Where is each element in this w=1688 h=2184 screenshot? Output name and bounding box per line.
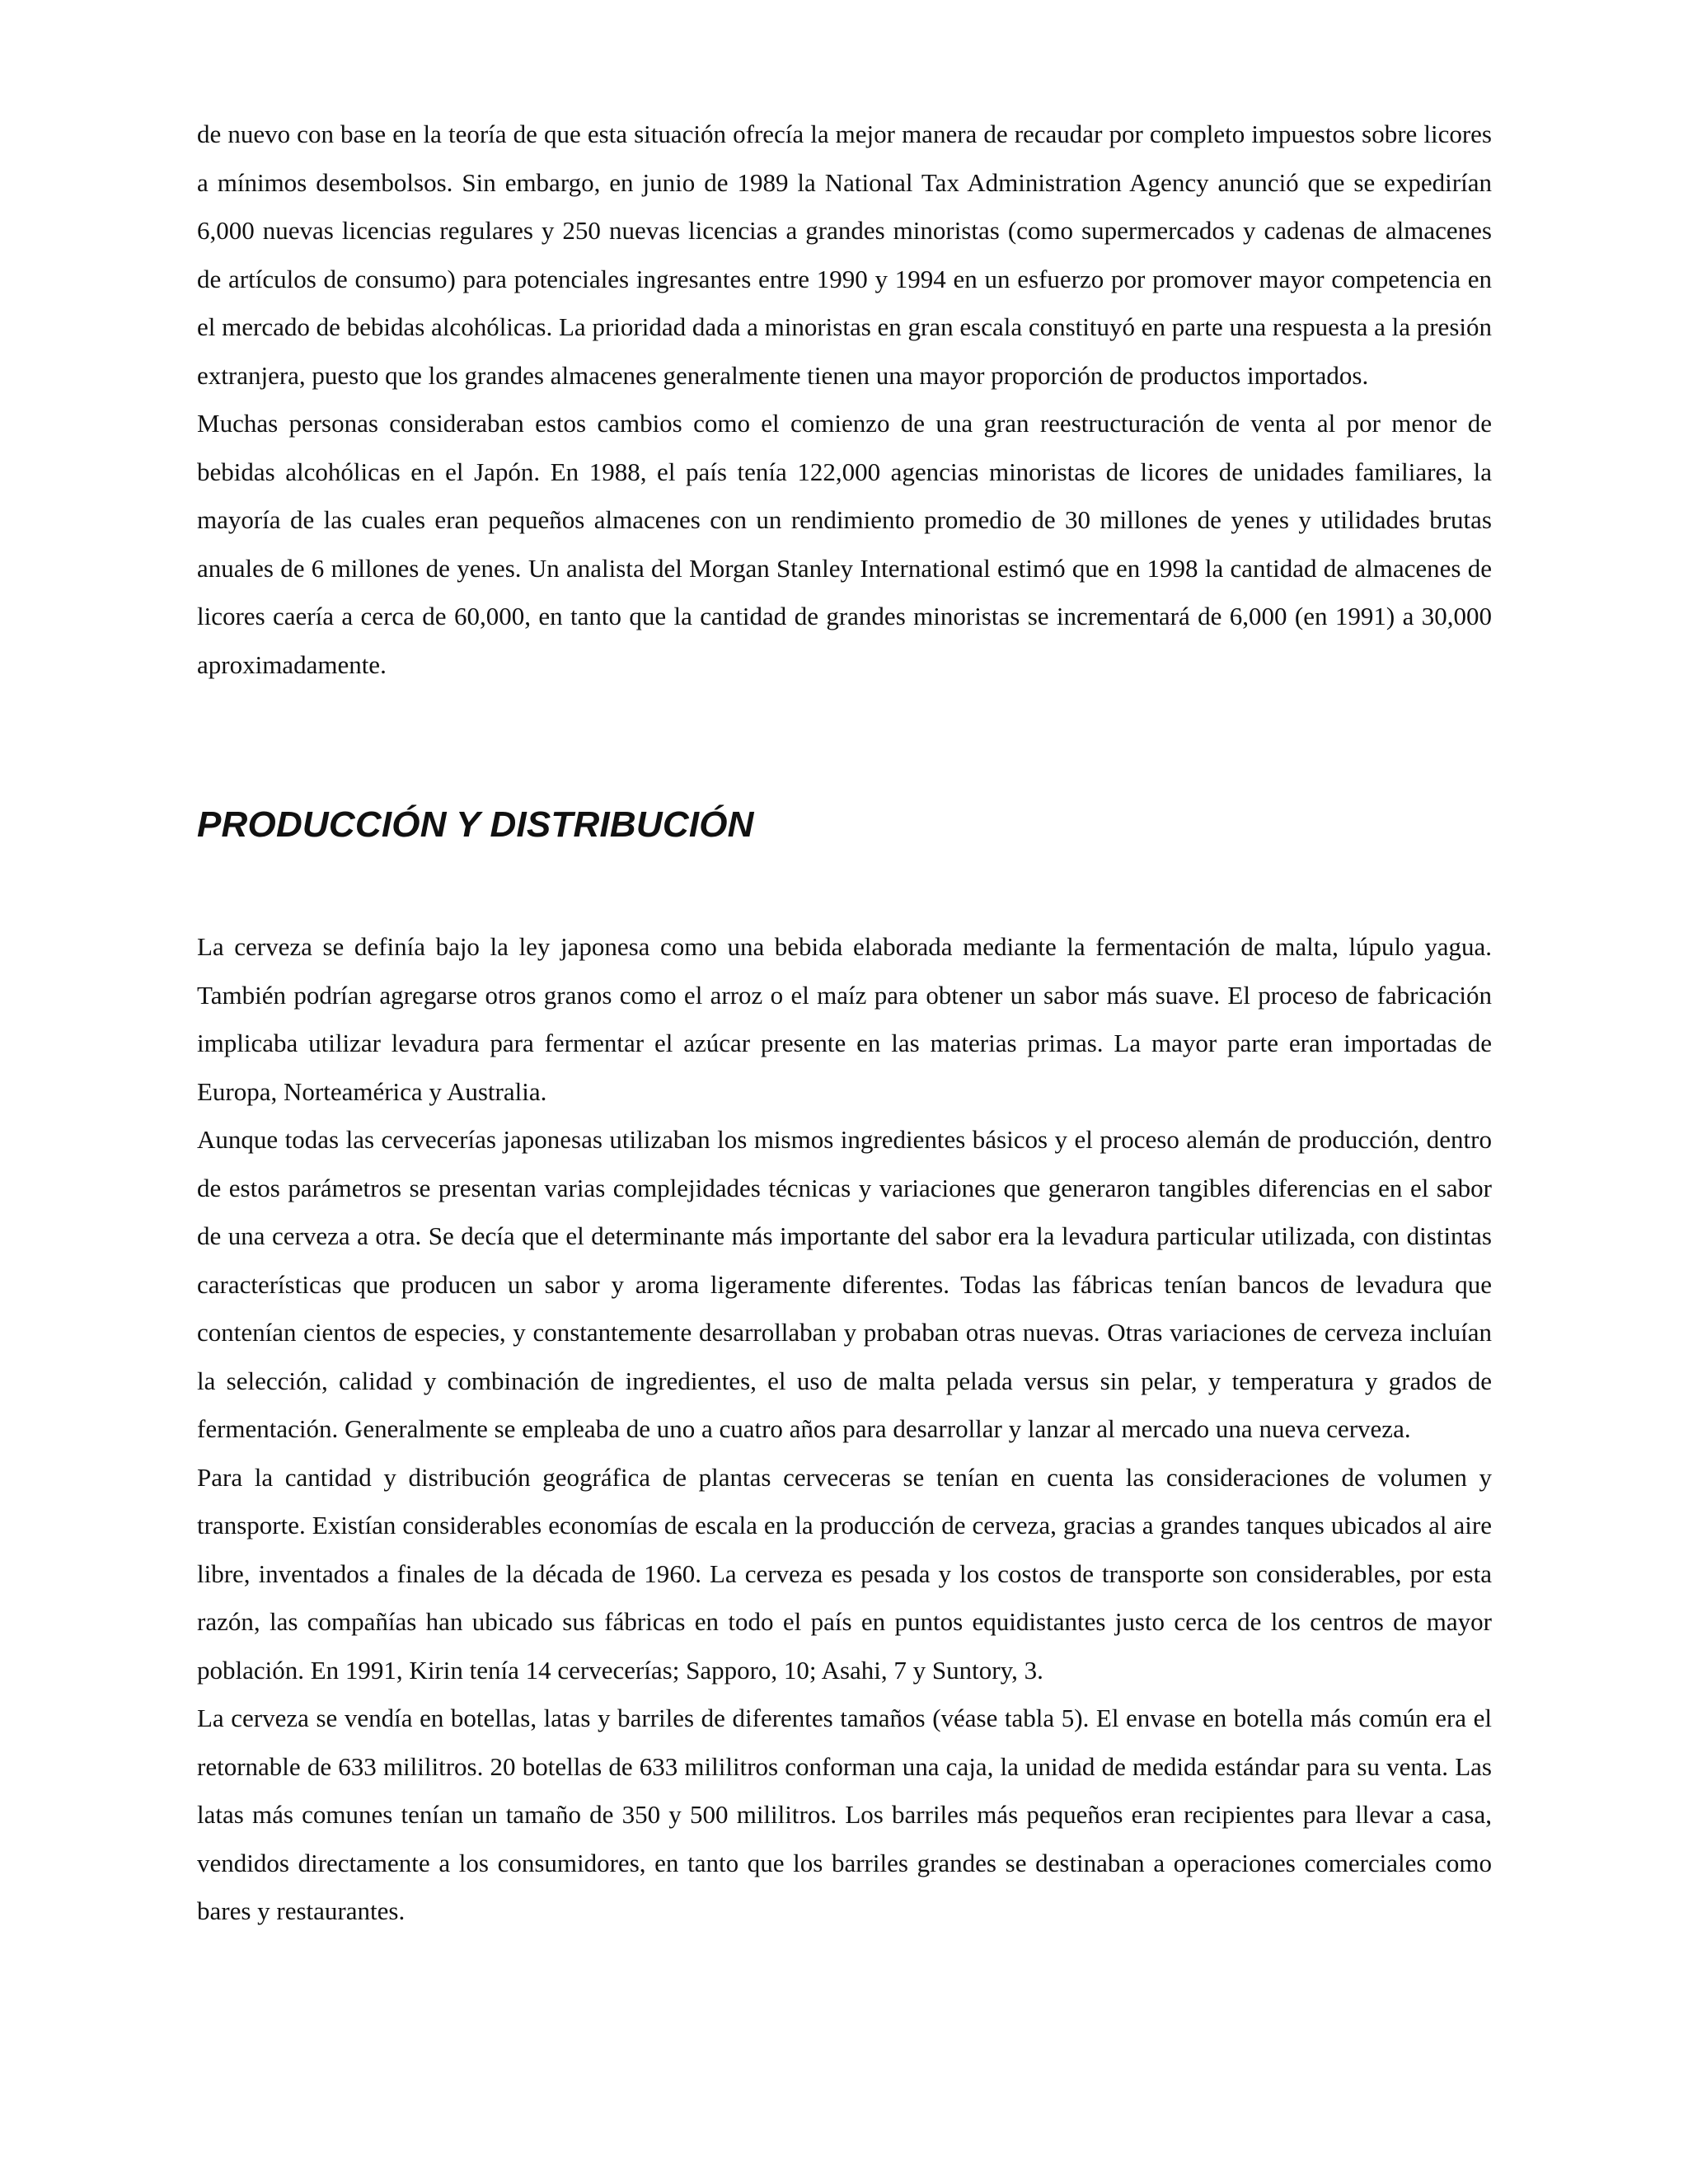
paragraph: Aunque todas las cervecerías japonesas utilizaban los mismos ingredientes básicos y el proceso alemán de producción, dentro de estos parámetros se presentan varias complejidades técnicas y variaciones que generaron tangibles diferencias en el sabor de una cerveza a otra. Se decía que el determinante más importante del sabor era la levadura particular utilizada, con distintas características que producen un sabor y aroma ligeramente diferentes. Todas las fábricas tenían bancos de levadura que contenían cientos de especies, y constantemente desarrollaban y probaban otras nuevas. Otras variaciones de cerveza incluían la selección, calidad y combinación de ingredientes, el uso de malta pelada versus sin pelar, y temperatura y grados de fermentación. Generalmente se empleaba de uno a cuatro años para desarrollar y lanzar al mercado una nueva cerveza. bbox=[197, 1125, 1492, 1443]
paragraph: Para la cantidad y distribución geográfica de plantas cerveceras se tenían en cuenta las consideraciones de volumen y transporte. Existían considerables economías de escala en la producción de cerveza, gracias a grandes tanques ubicados al aire libre, inventados a finales de la década de 1960. La cerveza es pesada y los costos de transporte son considerables, por esta razón, las compañías han ubicado sus fábricas en todo el país en puntos equidistantes justo cerca de los centros de mayor población. En 1991, Kirin tenía 14 cervecerías; Sapporo, 10; Asahi, 7 y Suntory, 3. bbox=[197, 1462, 1492, 1685]
paragraph: La cerveza se vendía en botellas, latas y barriles de diferentes tamaños (véase tabla 5). El envase en botella más común era el retornable de 633 mililitros. 20 botellas de 633 mililitros conforman una caja, la unidad de medida estándar para su venta. Las latas más comunes tenían un tamaño de 350 y 500 mililitros. Los barriles más pequeños eran recipientes para llevar a casa, vendidos directamente a los consumidores, en tanto que los barriles grandes se destinaban a operaciones comerciales como bares y restaurantes. bbox=[197, 1704, 1492, 1925]
body-text-after-heading bbox=[197, 923, 1492, 1936]
paragraph: Muchas personas consideraban estos cambios como el comienzo de una gran reestructuración de venta al por menor de bebidas alcohólicas en el Japón. En 1988, el país tenía 122,000 agencias minoristas de licores de unidades familiares, la mayoría de las cuales eran pequeños almacenes con un rendimiento promedio de 30 millones de yenes y utilidades brutas anuales de 6 millones de yenes. Un analista del Morgan Stanley International estimó que en 1998 la cantidad de almacenes de licores caería a cerca de 60,000, en tanto que la cantidad de grandes minoristas se incrementará de 6,000 (en 1991) a 30,000 aproximadamente. bbox=[197, 409, 1492, 679]
paragraph: de nuevo con base en la teoría de que esta situación ofrecía la mejor manera de recaudar por completo impuestos sobre licores a mínimos desembolsos. Sin embargo, en junio de 1989 la National Tax Administration Agency anunció que se expedirían 6,000 nuevas licencias regulares y 250 nuevas licencias a grandes minoristas (como supermercados y cadenas de almacenes de artículos de consumo) para potenciales ingresantes entre 1990 y 1994 en un esfuerzo por promover mayor competencia en el mercado de bebidas alcohólicas. La prioridad dada a minoristas en gran escala constituyó en parte una respuesta a la presión extranjera, puesto que los grandes almacenes generalmente tienen una mayor proporción de productos importados. bbox=[197, 120, 1492, 390]
paragraph: La cerveza se definía bajo la ley japonesa como una bebida elaborada mediante la fermentación de malta, lúpulo yagua. También podrían agregarse otros granos como el arroz o el maíz para obtener un sabor más suave. El proceso de fabricación implicaba utilizar levadura para fermentar el azúcar presente en las materias primas. La mayor parte eran importadas de Europa, Norteamérica y Australia. bbox=[197, 932, 1492, 1106]
body-text-before-heading bbox=[197, 110, 1492, 689]
section-heading: PRODUCCIÓN Y DISTRIBUCIÓN bbox=[197, 804, 754, 845]
